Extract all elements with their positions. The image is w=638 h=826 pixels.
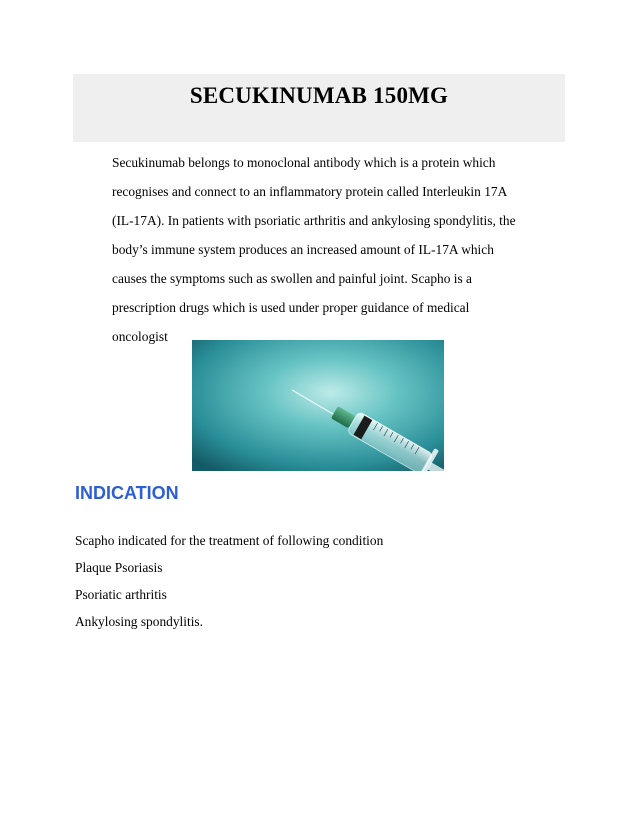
- indication-intro: Scapho indicated for the treatment of following condition: [75, 533, 384, 548]
- intro-line: (IL-17A). In patients with psoriatic arthritis and ankylosing spondylitis, the: [112, 213, 516, 228]
- indication-heading: INDICATION: [75, 483, 179, 503]
- intro-paragraph: [112, 148, 562, 351]
- title-band: [73, 74, 565, 142]
- page-title: SECUKINUMAB 150MG: [189, 83, 449, 108]
- syringe-image: [192, 340, 444, 471]
- indication-item: Ankylosing spondylitis.: [75, 614, 203, 629]
- intro-line: causes the symptoms such as swollen and painful joint. Scapho is a: [112, 271, 473, 286]
- intro-line: body’s immune system produces an increased amount of IL-17A which: [112, 242, 494, 257]
- intro-line: recognises and connect to an inflammatory protein called Interleukin 17A: [112, 184, 508, 199]
- indication-item: Plaque Psoriasis: [75, 560, 163, 575]
- indication-item: Psoriatic arthritis: [75, 587, 167, 602]
- indication-list: [75, 527, 555, 635]
- intro-line: oncologist: [112, 329, 168, 344]
- intro-line: prescription drugs which is used under proper guidance of medical: [112, 300, 470, 315]
- intro-line: Secukinumab belongs to monoclonal antibody which is a protein which: [112, 155, 496, 170]
